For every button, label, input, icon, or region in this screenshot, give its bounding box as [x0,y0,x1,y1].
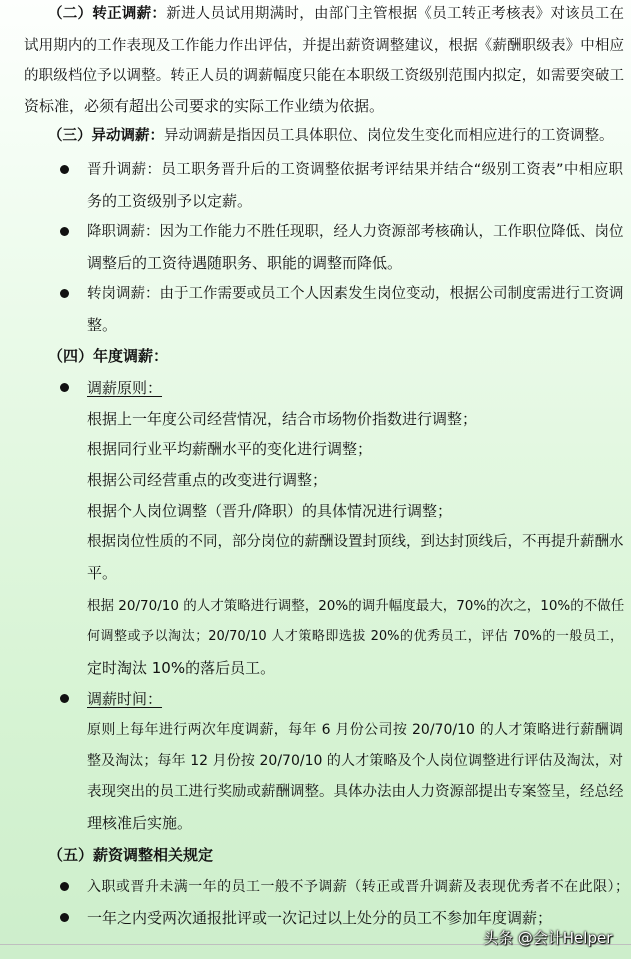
section-2-line-1: （二）转正调薪：新进人员试用期满时，由部门主管根据《员工转正考核表》对该员工在 [48,6,625,22]
principle-line: 根据个人岗位调整（晋升/降职）的具体情况进行调整； [87,502,453,520]
section-5-heading: （五）薪资调整相关规定 [48,846,214,864]
list-item-continuation: 调整后的工资待遇随职务、职能的调整而降低。 [87,254,403,272]
list-item-demotion: 降职调薪：因为工作能力不胜任现职，经人力资源部考核确认，工作职位降低、岗位 [87,224,624,240]
section-2-heading: （二）转正调薪： [48,6,167,22]
timing-line: 表现突出的员工进行奖励或薪酬调整。具体办法由人力资源部提出专案签呈，经总经 [87,784,624,800]
timing-line: 原则上每年进行两次年度调薪，每年 6 月份公司按 20/70/10 的人才策略进行薪酬调 [87,722,623,738]
rule-line: 入职或晋升未满一年的员工一般不予调薪（转正或晋升调薪及表现优秀者不在此限）； [87,879,629,895]
paragraph-line: 试用期内的工作表现及工作能力作出评估，并提出薪资调整建议，根据《薪酬职级表》中相应 [24,38,624,54]
principle-line: 平。 [87,564,118,582]
bullet-icon [60,165,69,174]
principle-line: 根据公司经营重点的改变进行调整； [87,471,328,489]
timing-line: 整及淘汰；每年 12 月份按 20/70/10 的人才策略及个人岗位调整进行评估及淘汰，对 [87,753,623,769]
principle-line: 根据同行业平均薪酬水平的变化进行调整； [87,440,373,458]
principle-line: 根据岗位性质的不同，部分岗位的薪酬设置封顶线，到达封顶线后，不再提升薪酬水 [87,534,624,550]
list-item-continuation: 务的工资级别予以定薪。 [87,192,253,210]
section-4-heading: （四）年度调薪： [48,347,169,365]
list-item-promotion: 晋升调薪：员工职务晋升后的工资调整依据考评结果并结合“级别工资表”中相应职 [87,162,623,178]
rule-line: 一年之内受两次通报批评或一次记过以上处分的员工不参加年度调薪； [87,909,553,927]
subheading-principles: 调薪原则： [87,379,163,397]
section-3-heading: （三）异动调薪： [48,128,164,144]
subheading-timing: 调薪时间： [87,690,163,708]
timing-line: 理核准后实施。 [87,814,193,832]
list-item-transfer: 转岗调薪：由于工作需要或员工个人因素发生岗位变动，根据公司制度需进行工资调 [87,286,624,302]
section-3-line: （三）异动调薪：异动调薪是指因员工具体职位、岗位发生变化而相应进行的工资调整。 [48,128,614,144]
principle-line: 根据上一年度公司经营情况，结合市场物价指数进行调整； [87,410,478,428]
paragraph-line: 的职级档位予以调整。转正人员的调薪幅度只能在本职级工资级别范围内拟定，如需要突破工 [24,68,624,84]
watermark: 头条 @会计Helper [483,929,613,947]
bullet-icon [60,227,69,236]
bullet-icon [60,383,69,392]
list-item-continuation: 整。 [87,316,118,334]
principle-line: 何调整或予以淘汰；20/70/10 人才策略即选拔 20%的优秀员工，评估 70%的一般员工， [87,629,623,644]
bullet-icon [60,882,69,891]
principle-line: 定时淘汰 10%的落后员工。 [87,659,276,677]
bullet-icon [60,913,69,922]
paragraph-line: 资标准，必须有超出公司要求的实际工作业绩为依据。 [24,97,385,115]
bullet-icon [60,289,69,298]
bullet-icon [60,694,69,703]
principle-line: 根据 20/70/10 的人才策略进行调整，20%的调升幅度最大，70%的次之，10%的不做任 [87,598,625,614]
